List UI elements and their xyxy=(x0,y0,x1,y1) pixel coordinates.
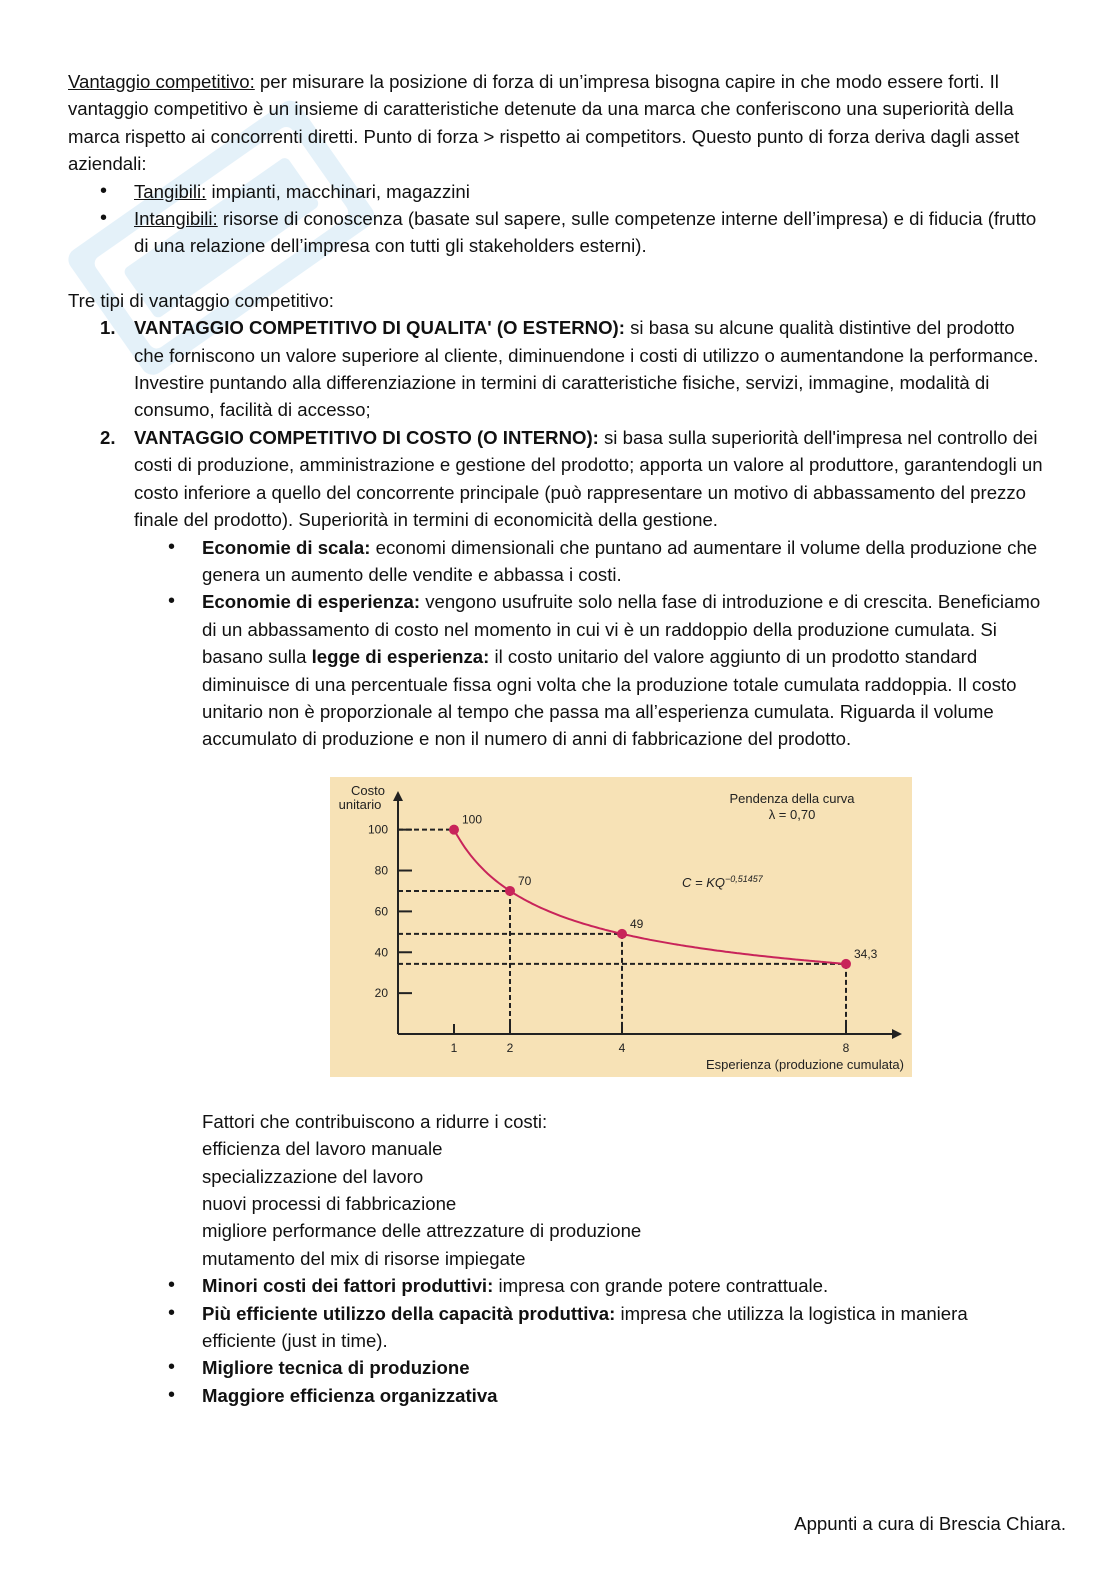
x-tick-label: 1 xyxy=(450,1040,458,1055)
y-tick-label: 100 xyxy=(367,822,388,837)
factor-item: mutamento del mix di risorse impiegate xyxy=(202,1247,526,1269)
factor-item: specializzazione del lavoro xyxy=(202,1165,424,1187)
y-tick-label: 20 xyxy=(374,985,388,1000)
y-tick-label: 40 xyxy=(374,945,388,960)
data-point xyxy=(617,929,627,939)
asset-list xyxy=(68,178,1043,260)
data-point-label: 70 xyxy=(518,873,532,888)
factors-title: Fattori che contribuiscono a ridurre i costi: xyxy=(202,1110,548,1132)
intro-term: Vantaggio competitivo: xyxy=(68,71,255,92)
list-item: • Più efficiente utilizzo della capacità produttiva: impresa che utilizza la logistica in maniera efficiente (just in time). xyxy=(68,1300,1043,1355)
y-axis-label-line2: unitario xyxy=(338,796,382,812)
intro-text: per misurare la posizione di forza di un’impresa bisogna capire in che modo essere forti. Il vantaggio competitivo è un insieme di caratteristiche detenute da una marca che conferiscono una superiorità della marca rispetto ai concorrenti diretti. Punto di forza > rispetto ai competitors. Questo punto di forza deriva dagli asset aziendali: xyxy=(68,71,1020,175)
more-economies-list xyxy=(68,1272,1043,1409)
list-item: 2. VANTAGGIO COMPETITIVO DI COSTO (O INTERNO): si basa sulla superiorità dell'impresa nel controllo dei costi di produzione, amministrazione e gestione del prodotto; apporta un valore al produttore, garantendogli un costo inferiore a quello del concorrente principale (può rappresentare un motivo di abbassamento del prezzo finale del prodotto). Superiorità in termini di economicità della gestione. xyxy=(100,426,1043,531)
y-tick-label: 60 xyxy=(374,904,388,919)
types-intro: Tre tipi di vantaggio competitivo: xyxy=(68,289,334,311)
y-tick-label: 80 xyxy=(374,863,388,878)
data-point-label: 34,3 xyxy=(854,946,878,961)
data-point xyxy=(505,886,515,896)
list-item: • Economie di esperienza: vengono usufruite solo nella fase di introduzione e di crescita. Beneficiamo di un abbassamento di costo nel momento in cui vi è un raddoppio della produzione cumulata. Si basano sulla legge di esperienza: il costo unitario del valore aggiunto di un prodotto standard diminuisce di una percentuale fissa ogni volta che la produzione totale cumulata raddoppia. Il costo unitario non è proporzionale al tempo che passa ma all’esperienza cumulata. Riguarda il volume accumulato di produzione e non il numero di anni di fabbricazione del prodotto. xyxy=(68,588,1043,752)
list-item: • Minori costi dei fattori produttivi: impresa con grande potere contrattuale. xyxy=(68,1272,1043,1299)
data-point-label: 49 xyxy=(630,916,644,931)
legend-line1: Pendenza della curva xyxy=(729,790,855,806)
document-page xyxy=(68,68,1043,1409)
y-axis-label-line1: Costo xyxy=(351,782,385,798)
intro-paragraph xyxy=(68,68,1043,178)
data-point xyxy=(841,959,851,969)
economies-list xyxy=(68,534,1043,753)
list-item: • Economie di scala: economi dimensionali che puntano ad aumentare il volume della produzione che genera un aumento delle vendite e abbassa i costi. xyxy=(68,534,1043,589)
cost-factors xyxy=(68,1108,1043,1272)
list-item: • Migliore tecnica di produzione xyxy=(68,1354,1043,1381)
footer-credit: Appunti a cura di Brescia Chiara. xyxy=(794,1513,1066,1534)
x-tick-label: 4 xyxy=(618,1040,626,1055)
experience-curve-line xyxy=(454,829,846,963)
list-item: 1. VANTAGGIO COMPETITIVO DI QUALITA' (O ESTERNO): si basa su alcune qualità distintive del prodotto che forniscono un valore superiore al cliente, diminuendone i costi di utilizzo o aumentandone la performance. Investire puntando alla differenziazione in termini di caratteristiche fisiche, servizi, immagine, modalità di consumo, facilità di accesso; xyxy=(100,317,1039,421)
data-point-label: 100 xyxy=(462,812,483,827)
formula-label: $C = KQ^{-0,51457}$ xyxy=(682,873,763,890)
experience-curve-chart xyxy=(330,777,912,1077)
types-list xyxy=(68,314,1043,533)
factor-item: efficienza del lavoro manuale xyxy=(202,1138,443,1160)
x-tick-label: 2 xyxy=(506,1040,514,1055)
list-item: • Tangibili: impianti, macchinari, magazzini xyxy=(68,178,1043,205)
list-item: • Maggiore efficienza organizzativa xyxy=(68,1382,1043,1409)
x-axis-label: Esperienza (produzione cumulata) xyxy=(706,1056,904,1072)
legend-line2: λ = 0,70 xyxy=(768,806,816,822)
factor-item: migliore performance delle attrezzature di produzione xyxy=(202,1220,642,1242)
list-item: • Intangibili: risorse di conoscenza (basate sul sapere, sulle competenze interne dell’impresa) e di fiducia (frutto di una relazione dell’impresa con tutti gli stakeholders esterni). xyxy=(68,205,1043,260)
x-tick-label: 8 xyxy=(842,1040,850,1055)
y-axis-arrow xyxy=(393,791,403,801)
x-axis-arrow xyxy=(892,1029,902,1039)
factor-item: nuovi processi di fabbricazione xyxy=(202,1192,457,1214)
data-point xyxy=(449,824,459,834)
